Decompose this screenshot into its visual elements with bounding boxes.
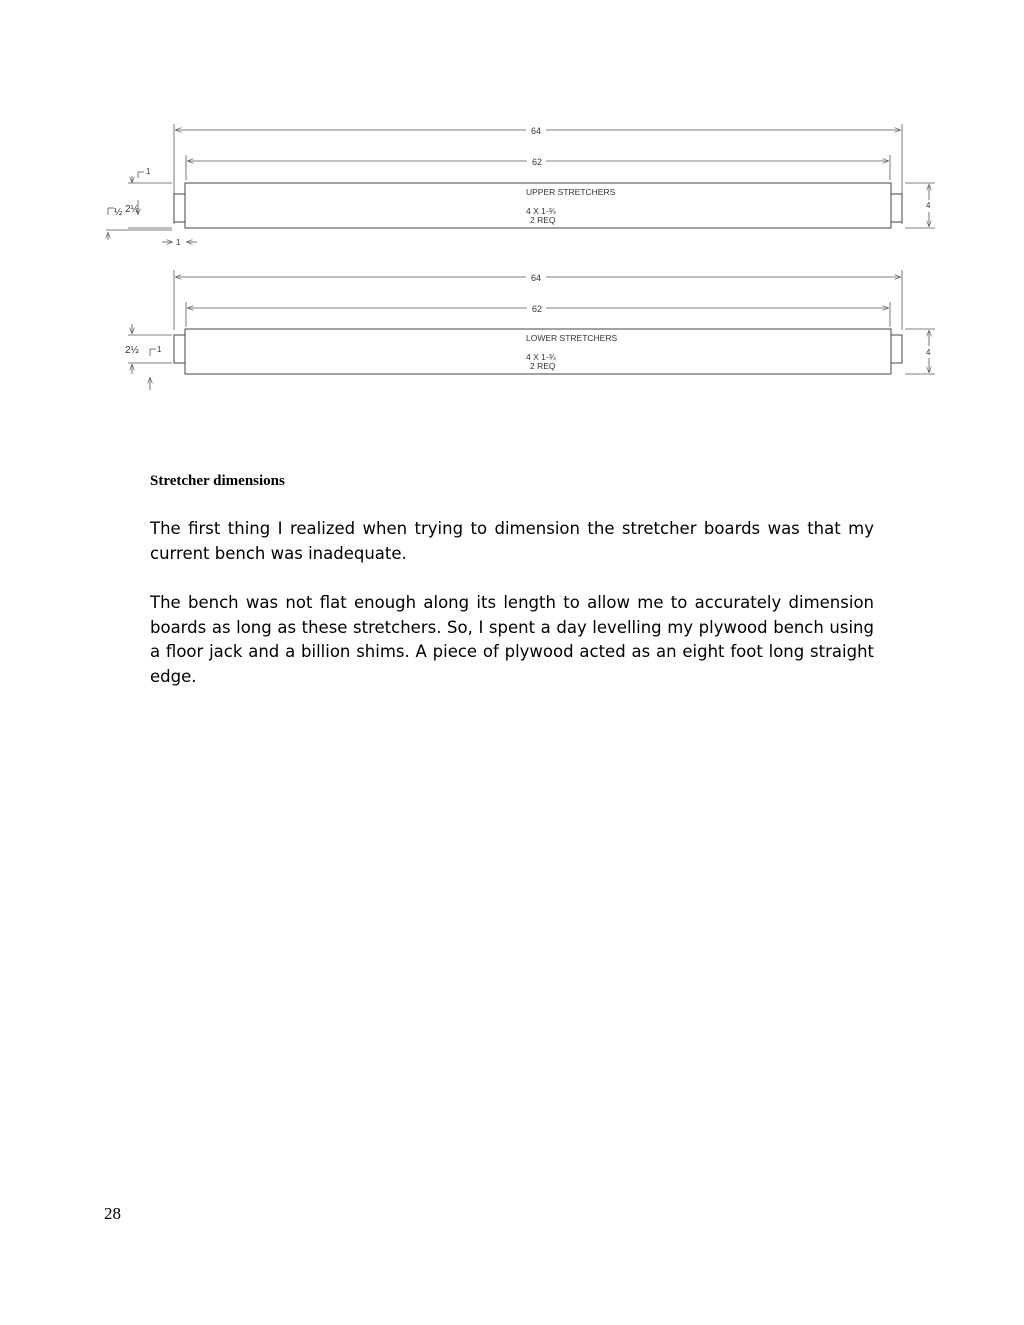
lower-height-dim: 4 [926, 348, 931, 357]
lower-board-dim: 62 [531, 304, 543, 314]
upper-stretcher-size: 4 X 1-¾ [526, 206, 556, 216]
upper-tenon-dim-top: 1 [146, 167, 151, 176]
upper-side-half: ½ [114, 207, 123, 218]
upper-stretcher-qty: 2 REQ [530, 215, 556, 225]
upper-left-tenon [174, 194, 185, 222]
stretcher-drawing [0, 0, 1024, 400]
lower-side-two-half: 2½ [125, 345, 139, 356]
upper-tenon-dim-bottom: 1 [176, 238, 181, 247]
lower-overall-dim: 64 [530, 273, 542, 283]
lower-stretcher-qty: 2 REQ [530, 361, 556, 371]
lower-tenon-dim: 1 [157, 345, 162, 354]
figure-caption: Stretcher dimensions [150, 473, 285, 489]
upper-height-dim: 4 [926, 201, 931, 210]
page-number: 28 [104, 1204, 121, 1223]
upper-right-tenon [891, 194, 902, 222]
lower-stretcher-title: LOWER STRETCHERS [526, 333, 618, 343]
lower-stretcher-drawing [125, 270, 935, 390]
lower-left-tenon [174, 335, 185, 363]
upper-stretcher-drawing [106, 124, 935, 247]
paragraph: The bench was not flat enough along its length to allow me to accurately dimension boards as long as these stretchers. So, I spent a day levelling my plywood bench using a floor jack and a billion shims. A piece of plywood acted as an eight foot long straight edge. [150, 593, 874, 686]
paragraph: The first thing I realized when trying to dimension the stretcher boards was that my current bench was inadequate. [150, 519, 874, 563]
upper-side-two-half: 2½ [125, 204, 139, 215]
upper-board-dim: 62 [531, 157, 543, 167]
upper-stretcher-title: UPPER STRETCHERS [526, 187, 616, 197]
lower-stretcher-size: 4 X 1-¾ [526, 352, 556, 362]
lower-right-tenon [891, 335, 902, 363]
upper-overall-dim: 64 [530, 126, 542, 136]
